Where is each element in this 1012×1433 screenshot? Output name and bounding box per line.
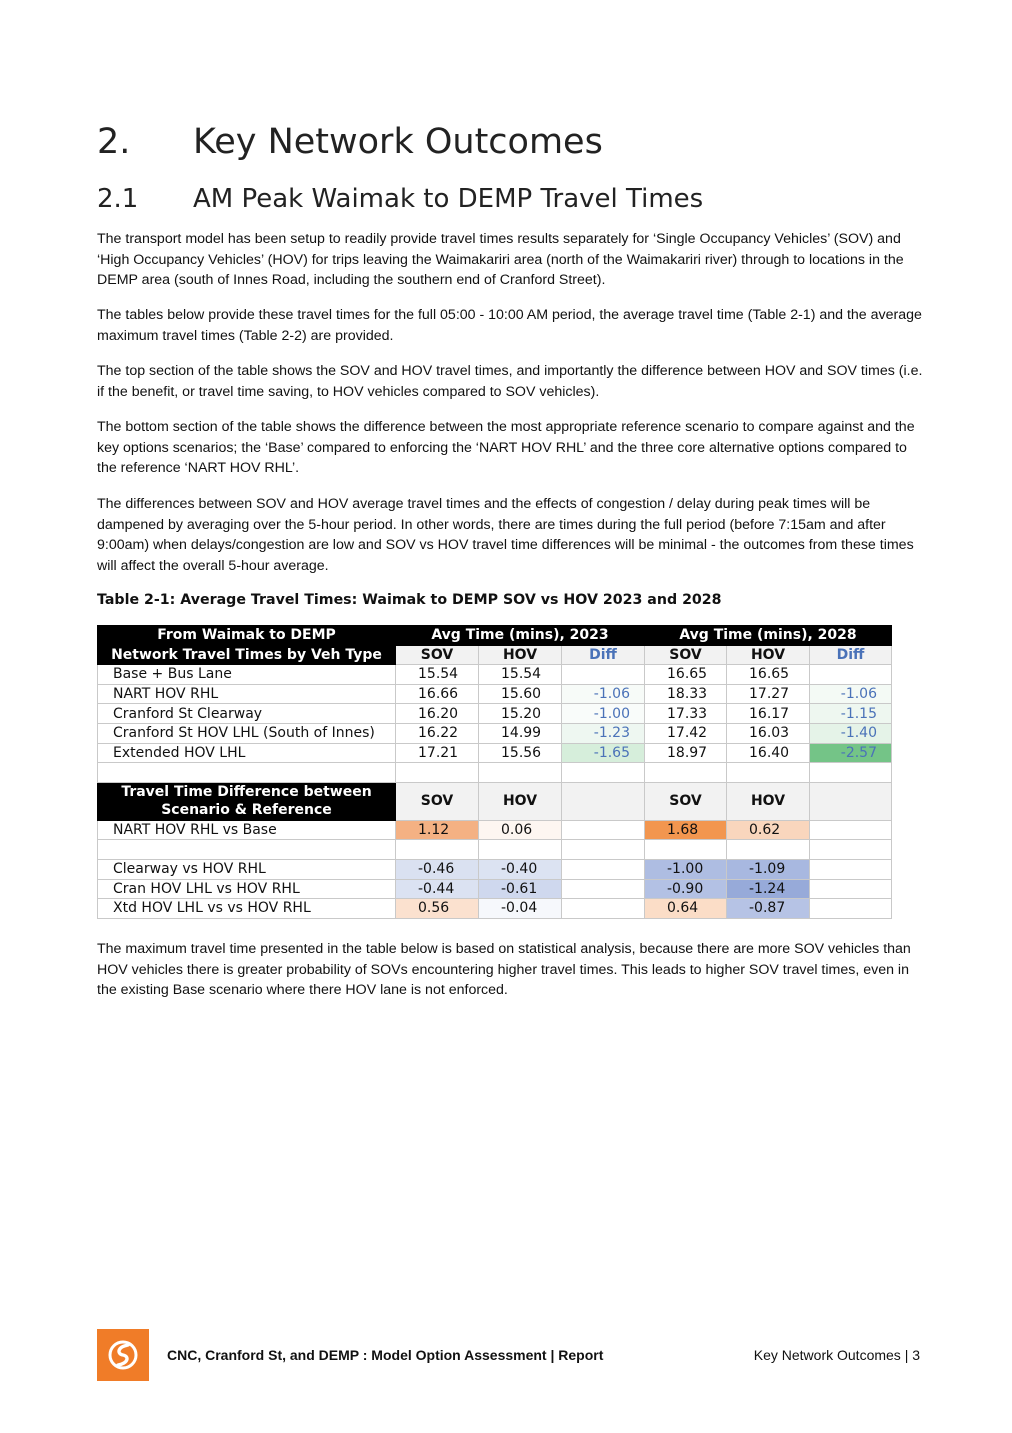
cell-diff-2028: -2.57 — [810, 743, 892, 763]
spacer-row — [98, 763, 892, 783]
section2-col-sov-2023: SOV — [396, 782, 479, 820]
cell-hov-2028: 0.62 — [727, 820, 810, 840]
cell-sov-2023: 15.54 — [396, 665, 479, 685]
cell-sov-2023: 0.56 — [396, 899, 479, 919]
row-label: Extended HOV LHL — [98, 743, 396, 763]
cell-hov-2028: -1.09 — [727, 859, 810, 879]
paragraph-5: The differences between SOV and HOV average travel times and the effects of congestion / delay during peak times will be dampened by averaging over the 5-hour period. In other words, there are times during the full period (before 7:15am and after 9:00am) when delays/congestion are low and SOV vs HOV travel time differences will be minimal - the outcomes from these times will affect the overall 5-hour average. — [97, 496, 914, 574]
table-row — [98, 665, 892, 685]
cell-diff-2023: -1.06 — [562, 684, 645, 704]
row-label: NART HOV RHL vs Base — [98, 820, 396, 840]
paragraph-3: The top section of the table shows the SOV and HOV travel times, and importantly the difference between HOV and SOV times (i.e. if the benefit, or travel time saving, to HOV vehicles compared to SOV vehicles). — [97, 363, 923, 400]
row-label: Cranford St Clearway — [98, 704, 396, 724]
cell-diff-2023: -1.00 — [562, 704, 645, 724]
header-group-2023: Avg Time (mins), 2023 — [396, 626, 645, 646]
cell-hov-2023: 15.56 — [479, 743, 562, 763]
cell-diff-2028: -1.15 — [810, 704, 892, 724]
footer-report-title: CNC, Cranford St, and DEMP : Model Option Assessment | Report — [167, 1347, 604, 1363]
subsection-title: AM Peak Waimak to DEMP Travel Times — [193, 184, 704, 214]
cell-sov-2023: 16.22 — [396, 723, 479, 743]
cell-hov-2023: 0.06 — [479, 820, 562, 840]
section2-header-line2: Scenario & Reference — [161, 802, 332, 819]
cell-hov-2028: 16.65 — [727, 665, 810, 685]
cell-sov-2028: 0.64 — [645, 899, 727, 919]
cell-diff-2023 — [562, 665, 645, 685]
section2-col-sov-2028: SOV — [645, 782, 727, 820]
cell-diff-2028 — [810, 665, 892, 685]
col-sov-2023: SOV — [396, 645, 479, 665]
table-row — [98, 743, 892, 763]
cell-diff-2028: -1.06 — [810, 684, 892, 704]
cell-sov-2028: -0.90 — [645, 879, 727, 899]
section2-header — [98, 782, 396, 820]
cell-hov-2023: -0.40 — [479, 859, 562, 879]
col-sov-2028: SOV — [645, 645, 727, 665]
table-row — [98, 723, 892, 743]
cell-hov-2023: 15.54 — [479, 665, 562, 685]
header-group-2028: Avg Time (mins), 2028 — [645, 626, 892, 646]
section-title: Key Network Outcomes — [193, 122, 603, 162]
cell-diff-2023: -1.23 — [562, 723, 645, 743]
section2-header-row — [98, 782, 892, 820]
cell-hov-2023: -0.61 — [479, 879, 562, 899]
cell-sov-2028: 18.33 — [645, 684, 727, 704]
section-heading — [97, 122, 603, 162]
cell-sov-2028: -1.00 — [645, 859, 727, 879]
header-left-2: Network Travel Times by Veh Type — [98, 645, 396, 665]
row-label: Cranford St HOV LHL (South of Innes) — [98, 723, 396, 743]
col-hov-2028: HOV — [727, 645, 810, 665]
cell-sov-2023: 1.12 — [396, 820, 479, 840]
table-row — [98, 879, 892, 899]
paragraph-2: The tables below provide these travel times for the full 05:00 - 10:00 AM period, the average travel time (Table 2-1) and the average maximum travel times (Table 2-2) are provided. — [97, 307, 922, 344]
paragraph-6: The maximum travel time presented in the table below is based on statistical analysis, because there are more SOV vehicles than HOV vehicles there is greater probability of SOVs encountering higher travel times. This leads to higher SOV travel times, even in the existing Base scenario where there HOV lane is not enforced. — [97, 941, 911, 998]
cell-diff-2023: -1.65 — [562, 743, 645, 763]
row-label: Xtd HOV LHL vs vs HOV RHL — [98, 899, 396, 919]
cell-sov-2023: 16.66 — [396, 684, 479, 704]
cell-sov-2023: -0.46 — [396, 859, 479, 879]
row-label: Cran HOV LHL vs HOV RHL — [98, 879, 396, 899]
footer-page-label: Key Network Outcomes | 3 — [753, 1347, 920, 1363]
table-row — [98, 684, 892, 704]
table-row — [98, 704, 892, 724]
cell-sov-2023: 17.21 — [396, 743, 479, 763]
section2-col-hov-2023: HOV — [479, 782, 562, 820]
row-label: Base + Bus Lane — [98, 665, 396, 685]
cell-sov-2028: 16.65 — [645, 665, 727, 685]
cell-hov-2028: 16.03 — [727, 723, 810, 743]
cell-hov-2028: 16.40 — [727, 743, 810, 763]
row-label: Clearway vs HOV RHL — [98, 859, 396, 879]
cell-sov-2028: 17.33 — [645, 704, 727, 724]
header-left-1: From Waimak to DEMP — [98, 626, 396, 646]
cell-hov-2023: 15.20 — [479, 704, 562, 724]
spacer-row — [98, 840, 892, 860]
table-row — [98, 899, 892, 919]
section2-col-hov-2028: HOV — [727, 782, 810, 820]
cell-hov-2023: -0.04 — [479, 899, 562, 919]
subsection-heading — [97, 184, 703, 214]
paragraph-4: The bottom section of the table shows the difference between the most appropriate reference scenario to compare against and the key options scenarios; the ‘Base’ compared to enforcing the ‘NART HOV RHL’ and the three core alternative options compared to the reference ‘NART HOV RHL’. — [97, 419, 915, 476]
cell-hov-2028: -0.87 — [727, 899, 810, 919]
col-diff-2028: Diff — [810, 645, 892, 665]
cell-diff-2028: -1.40 — [810, 723, 892, 743]
section-number: 2. — [97, 122, 131, 162]
table-row — [98, 859, 892, 879]
cell-sov-2028: 1.68 — [645, 820, 727, 840]
row-label: NART HOV RHL — [98, 684, 396, 704]
company-logo-icon — [97, 1329, 149, 1381]
paragraph-1: The transport model has been setup to readily provide travel times results separately for ‘Single Occupancy Vehicles’ (SOV) and ‘High Occupancy Vehicles’ (HOV) for trips leaving the Waimakariri area (north of the Waimakariri river) through to locations in the DEMP area (south of Innes Road, including the southern end of Cranford Street). — [97, 231, 904, 288]
table-subheader-row — [98, 645, 892, 665]
col-diff-2023: Diff — [562, 645, 645, 665]
cell-hov-2023: 15.60 — [479, 684, 562, 704]
section2-header-line1: Travel Time Difference between — [121, 783, 372, 800]
travel-times-table — [97, 625, 892, 919]
cell-sov-2023: -0.44 — [396, 879, 479, 899]
cell-sov-2023: 16.20 — [396, 704, 479, 724]
table-header-row — [98, 626, 892, 646]
cell-hov-2028: -1.24 — [727, 879, 810, 899]
cell-sov-2028: 17.42 — [645, 723, 727, 743]
cell-sov-2028: 18.97 — [645, 743, 727, 763]
col-hov-2023: HOV — [479, 645, 562, 665]
cell-hov-2023: 14.99 — [479, 723, 562, 743]
subsection-number: 2.1 — [97, 184, 139, 214]
cell-hov-2028: 16.17 — [727, 704, 810, 724]
table-row — [98, 820, 892, 840]
table-caption: Table 2-1: Average Travel Times: Waimak to DEMP SOV vs HOV 2023 and 2028 — [97, 592, 722, 608]
cell-hov-2028: 17.27 — [727, 684, 810, 704]
